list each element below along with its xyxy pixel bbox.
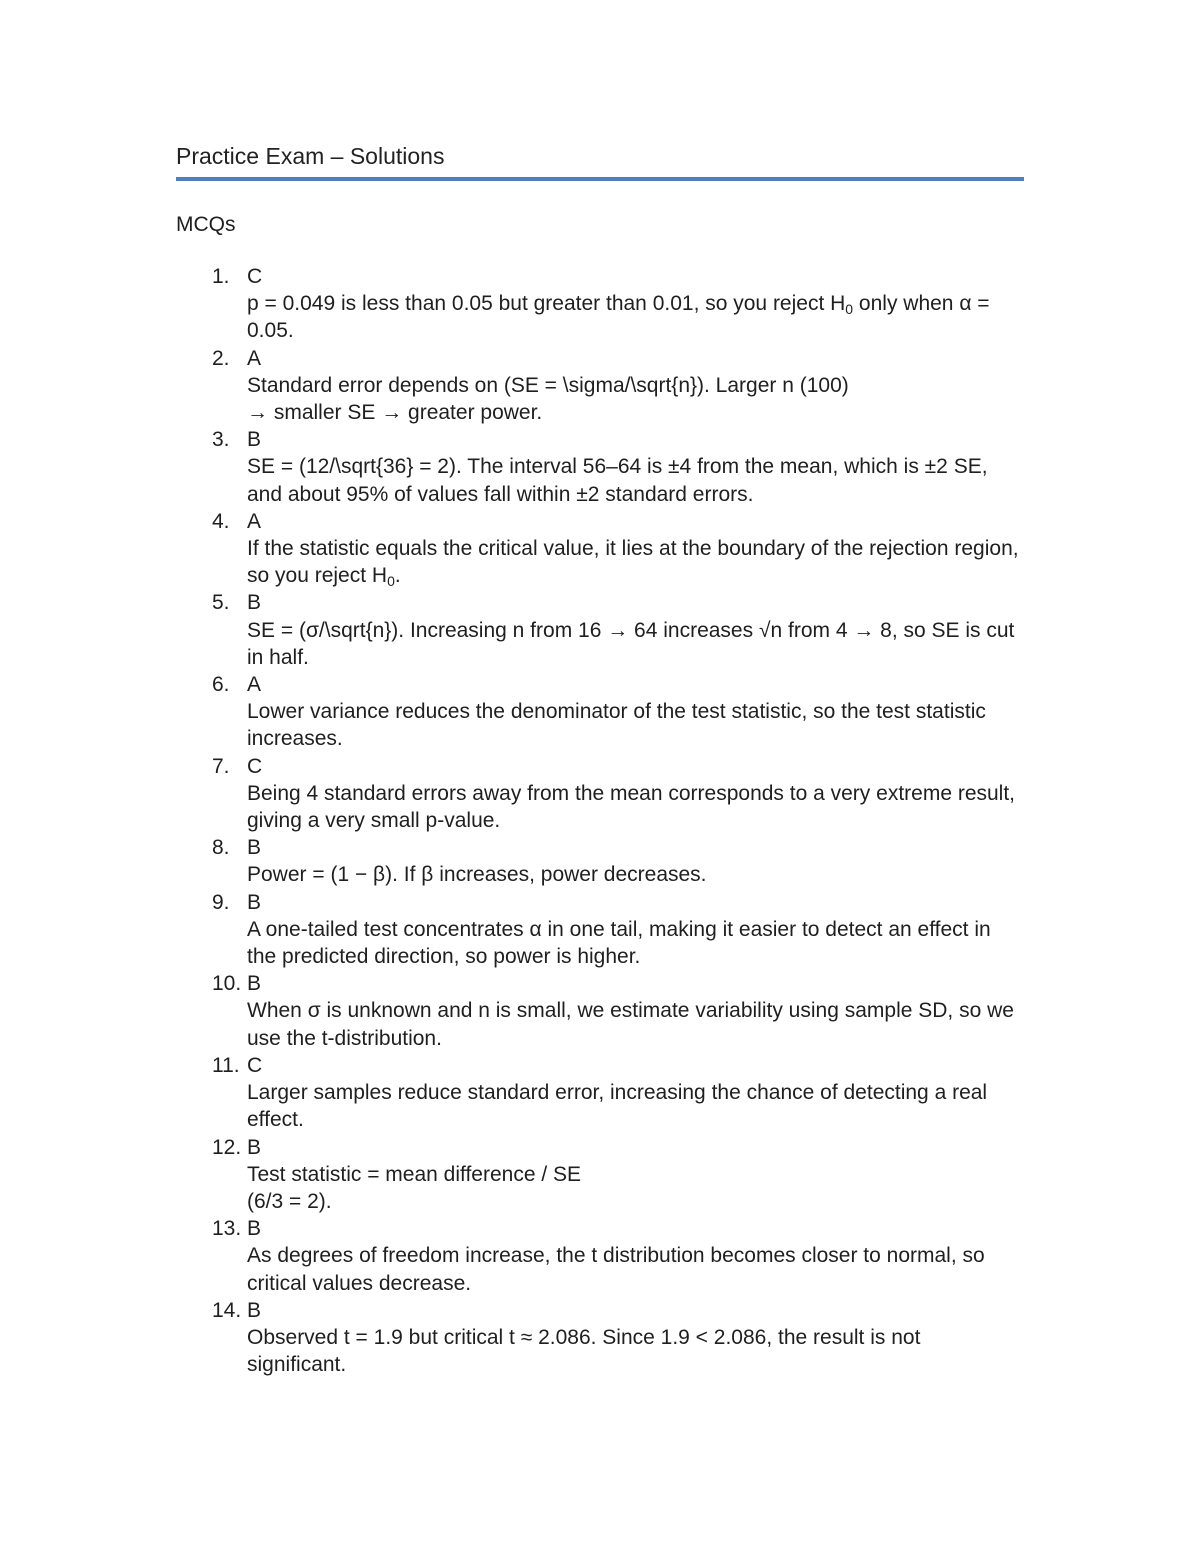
explanation-text-end: . [394, 564, 401, 588]
answer-letter: A [247, 673, 262, 697]
explanation: SE = (12/\sqrt{36} = 2). The interval 56–64 is ±4 from the mean, which is ±2 SE, and about 95% of values fall within ±2 standard errors. [247, 455, 988, 506]
explanation: As degrees of freedom increase, the t distribution becomes closer to normal, so critical values decrease. [247, 1244, 985, 1295]
answer-list [176, 263, 1024, 1378]
answer-letter: C [247, 754, 263, 778]
question-number: 10. [212, 972, 242, 996]
subscript: 0 [845, 301, 854, 318]
answer-letter: B [247, 1298, 262, 1322]
explanation-line: → smaller SE → greater power. [247, 401, 543, 425]
answer-letter: B [247, 428, 262, 452]
answer-item-14 [176, 1297, 1024, 1379]
answer-letter: B [247, 836, 262, 860]
answer-item-10 [176, 970, 1024, 1052]
question-number: 13. [212, 1217, 242, 1241]
answer-item-13 [176, 1215, 1024, 1297]
question-number: 14. [212, 1298, 242, 1322]
answer-item-11 [176, 1052, 1024, 1134]
explanation: A one-tailed test concentrates α in one tail, making it easier to detect an effect in the predicted direction, so power is higher. [247, 917, 991, 969]
answer-letter: B [247, 591, 262, 615]
explanation: Larger samples reduce standard error, increasing the chance of detecting a real effect. [247, 1081, 988, 1132]
answer-letter: B [247, 1135, 262, 1159]
answer-letter: B [247, 890, 262, 914]
question-number: 8. [212, 836, 230, 860]
explanation: Power = (1 − β). If β increases, power decreases. [247, 863, 707, 887]
answer-item-5 [176, 589, 1024, 671]
page-title: Practice Exam – Solutions [176, 143, 445, 169]
explanation [247, 372, 1024, 426]
question-number: 6. [212, 673, 230, 697]
question-number: 4. [212, 509, 230, 533]
question-number: 9. [212, 890, 230, 914]
explanation-text: If the statistic equals the critical value, it lies at the boundary of the rejection region, so you reject H [247, 537, 1019, 588]
answer-letter: C [247, 265, 263, 288]
question-number: 3. [212, 428, 230, 452]
explanation-text-end: only when α = 0.05. [247, 292, 990, 343]
explanation: Observed t = 1.9 but critical t ≈ 2.086. Since 1.9 < 2.086, the result is not significant. [247, 1325, 921, 1377]
answer-letter: A [247, 509, 262, 533]
answer-letter: B [247, 972, 262, 996]
answer-item-6 [176, 671, 1024, 753]
answer-item-3 [176, 426, 1024, 508]
explanation: Lower variance reduces the denominator of the test statistic, so the test statistic increases. [247, 700, 986, 751]
question-number: 5. [212, 591, 230, 615]
explanation: When σ is unknown and n is small, we estimate variability using sample SD, so we use the t-distribution. [247, 999, 1014, 1050]
section-heading: MCQs [176, 213, 236, 236]
answer-letter: C [247, 1053, 263, 1077]
explanation-text: p = 0.049 is less than 0.05 but greater than 0.01, so you reject H [247, 292, 846, 316]
question-number: 11. [212, 1053, 240, 1077]
answer-letter: B [247, 1217, 262, 1241]
answer-item-9 [176, 889, 1024, 971]
question-number: 12. [212, 1135, 242, 1159]
explanation: Being 4 standard errors away from the mean corresponds to a very extreme result, giving a very small p-value. [247, 781, 1016, 833]
answer-item-7 [176, 753, 1024, 835]
explanation [247, 290, 1024, 344]
explanation [247, 535, 1024, 589]
explanation-line: Standard error depends on (SE = \sigma/\sqrt{n}). Larger n (100) [247, 373, 849, 397]
explanation: SE = (σ/\sqrt{n}). Increasing n from 16 → 64 increases √n from 4 → 8, so SE is cut in half. [247, 618, 1015, 669]
answer-item-4 [176, 508, 1024, 590]
answer-item-8 [176, 834, 1024, 888]
question-number: 2. [212, 346, 230, 370]
subscript: 0 [387, 573, 395, 590]
title-underline [176, 177, 1024, 181]
answer-item-2 [176, 345, 1024, 427]
question-number: 1. [212, 265, 230, 288]
explanation: Test statistic = mean difference / SE (6/3 = 2). [247, 1162, 582, 1213]
answer-item-1 [176, 263, 1024, 345]
answer-item-12 [176, 1134, 1024, 1216]
answer-letter: A [247, 346, 262, 370]
document-page [176, 140, 1024, 1378]
question-number: 7. [212, 754, 230, 778]
